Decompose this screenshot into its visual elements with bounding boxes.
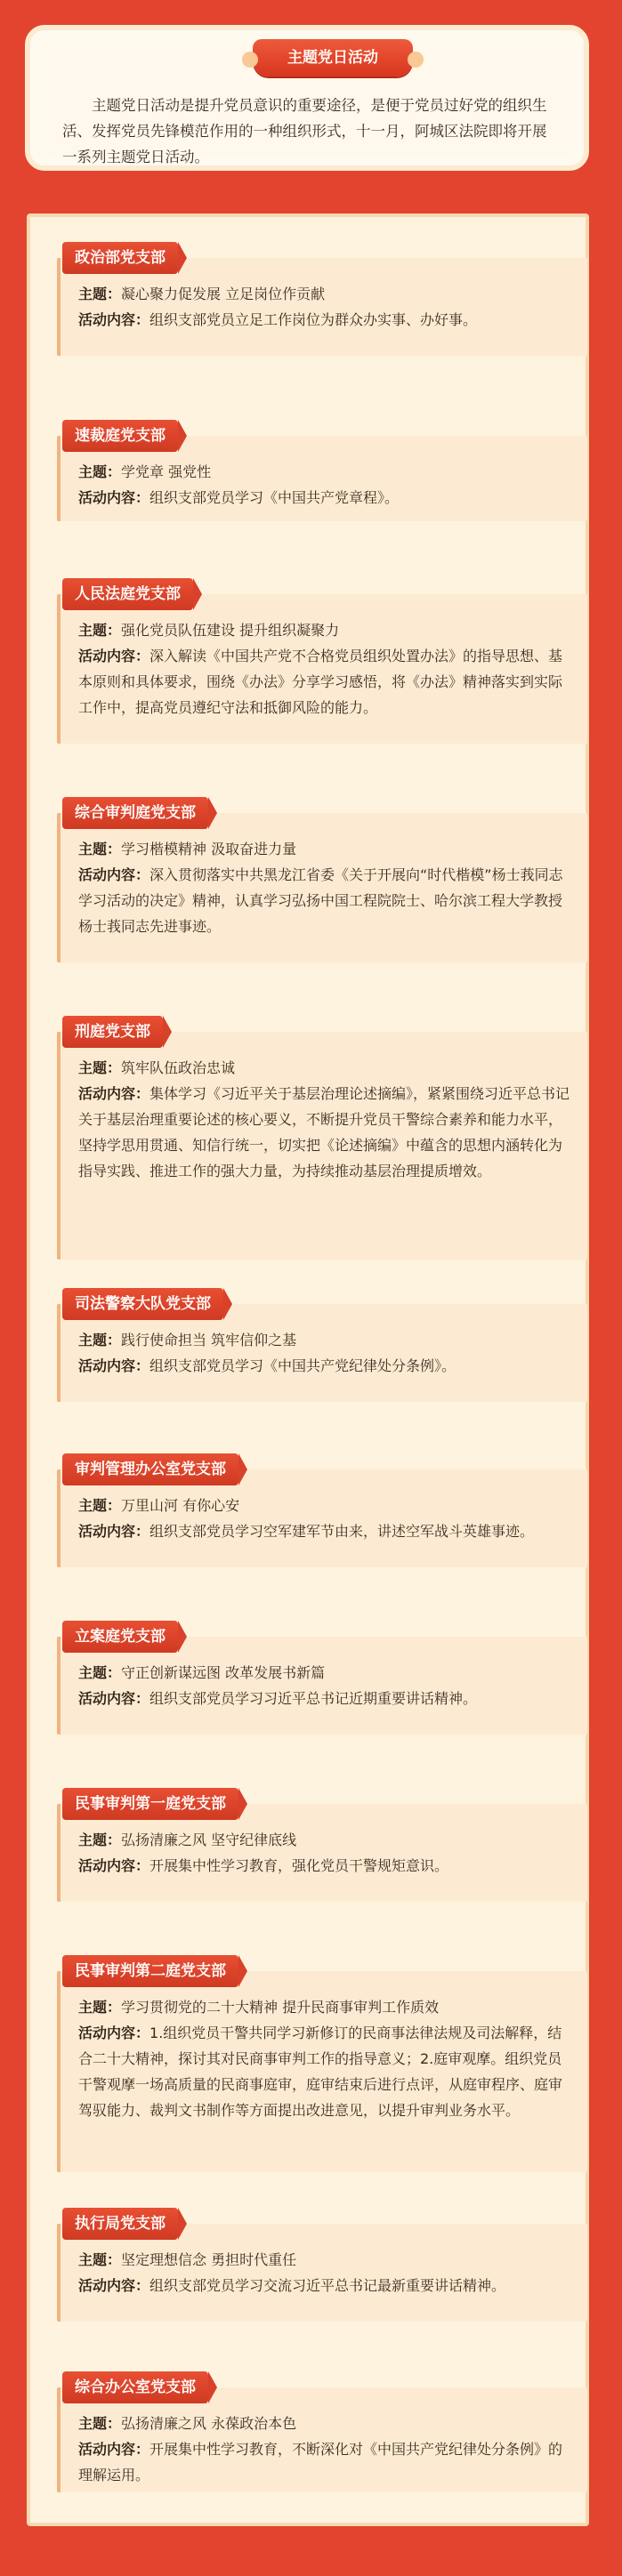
branch-card xyxy=(57,594,587,744)
content-row xyxy=(78,643,573,720)
theme-label: 主题： xyxy=(78,463,122,480)
theme-label: 主题： xyxy=(78,1831,122,1848)
branch-name: 司法警察大队党支部 xyxy=(62,1288,223,1320)
branch-card xyxy=(57,1032,587,1260)
content-text: 集体学习《习近平关于基层治理论述摘编》，紧紧围绕习近平总书记关于基层治理重要论述的核心要义，不断提升党员干警综合素养和能力水平，坚持学思用贯通、知信行统一，切实把《论述摘编》中蕴含的思想内涵转化为指导实践、推进工作的强大力量，为持续推动基层治理提质增效。 xyxy=(78,1085,570,1179)
theme-row xyxy=(78,1327,573,1353)
theme-text: 学习贯彻党的二十大精神 提升民商事审判工作质效 xyxy=(121,1999,440,2016)
content-label: 活动内容： xyxy=(78,866,150,883)
theme-text: 凝心聚力促发展 立足岗位作贡献 xyxy=(121,286,326,302)
theme-row xyxy=(78,1493,573,1518)
intro-text: 主题党日活动是提升党员意识的重要途径，是便于党员过好党的组织生活、发挥党员先锋模范作用的一种组织形式，十一月，阿城区法院即将开展一系列主题党日活动。 xyxy=(62,97,547,165)
theme-row xyxy=(78,1994,573,2020)
branch-name: 执行局党支部 xyxy=(62,2208,178,2240)
intro-title: 主题党日活动 xyxy=(287,49,378,67)
branch-name: 政治部党支部 xyxy=(62,242,178,274)
content-row xyxy=(78,862,573,939)
theme-row xyxy=(78,281,573,307)
theme-text: 守正创新谋远图 改革发展书新篇 xyxy=(121,1664,326,1681)
content-row xyxy=(78,1081,573,1184)
branch-name: 民事审判第二庭党支部 xyxy=(62,1955,238,1987)
theme-text: 学党章 强党性 xyxy=(121,463,212,480)
theme-label: 主题： xyxy=(78,622,122,639)
content-label: 活动内容： xyxy=(78,648,150,664)
theme-label: 主题： xyxy=(78,1332,122,1348)
theme-text: 坚定理想信念 勇担时代重任 xyxy=(121,2251,297,2268)
content-label: 活动内容： xyxy=(78,1523,150,1540)
content-row xyxy=(78,485,573,511)
branch-card xyxy=(57,1971,587,2172)
theme-row xyxy=(78,1660,573,1686)
intro-title-badge xyxy=(253,39,413,76)
content-text: 组织支部党员学习《中国共产党纪律处分条例》。 xyxy=(149,1357,456,1374)
content-text: 深入解读《中国共产党不合格党员组织处置办法》的指导思想、基本原则和具体要求，围绕《办法》分享学习感悟，将《办法》精神落实到实际工作中，提高党员遵纪守法和抵御风险的能力。 xyxy=(78,648,563,716)
theme-label: 主题： xyxy=(78,1497,122,1514)
theme-text: 万里山河 有你心安 xyxy=(121,1497,240,1514)
theme-text: 学习楷模精神 汲取奋进力量 xyxy=(121,841,297,857)
content-text: 开展集中性学习教育，不断深化对《中国共产党纪律处分条例》的理解运用。 xyxy=(78,2441,563,2483)
content-label: 活动内容： xyxy=(78,1357,150,1374)
theme-label: 主题： xyxy=(78,2251,122,2268)
content-row xyxy=(78,2436,573,2488)
theme-text: 弘扬清廉之风 坚守纪律底线 xyxy=(121,1831,297,1848)
content-label: 活动内容： xyxy=(78,1690,150,1707)
theme-label: 主题： xyxy=(78,1059,122,1076)
branch-name: 人民法庭党支部 xyxy=(62,578,193,610)
content-text: 组织支部党员学习交流习近平总书记最新重要讲话精神。 xyxy=(149,2277,506,2294)
content-text: 1.组织党员干警共同学习新修订的民商事法律法规及司法解释，结合二十大精神，探讨其对民商事审判工作的指导意义；2.庭审观摩。组织党员干警观摩一场高质量的民商事庭审，庭审结束后进行点评，从庭审程序、庭审驾驭能力、裁判文书制作等方面提出改进意见，以提升审判业务水平。 xyxy=(78,2025,563,2119)
content-label: 活动内容： xyxy=(78,2277,150,2294)
branch-name: 审判管理办公室党支部 xyxy=(62,1453,238,1485)
branch-name: 综合办公室党支部 xyxy=(62,2371,208,2403)
content-label: 活动内容： xyxy=(78,2025,150,2041)
theme-row xyxy=(78,617,573,643)
content-label: 活动内容： xyxy=(78,1857,150,1874)
theme-label: 主题： xyxy=(78,1999,122,2016)
theme-label: 主题： xyxy=(78,1664,122,1681)
theme-text: 强化党员队伍建设 提升组织凝聚力 xyxy=(121,622,340,639)
content-label: 活动内容： xyxy=(78,2441,150,2458)
content-text: 组织支部党员学习《中国共产党章程》。 xyxy=(149,489,400,506)
theme-text: 弘扬清廉之风 永葆政治本色 xyxy=(121,2415,297,2432)
theme-label: 主题： xyxy=(78,286,122,302)
content-row xyxy=(78,1686,573,1711)
theme-row xyxy=(78,2247,573,2273)
content-row xyxy=(78,2020,573,2123)
content-label: 活动内容： xyxy=(78,1085,150,1102)
theme-label: 主题： xyxy=(78,2415,122,2432)
content-row xyxy=(78,307,573,333)
branch-name: 民事审判第一庭党支部 xyxy=(62,1788,238,1820)
theme-row xyxy=(78,1055,573,1081)
badge-ornament-left xyxy=(242,52,258,68)
content-label: 活动内容： xyxy=(78,489,150,506)
content-label: 活动内容： xyxy=(78,311,150,328)
content-text: 组织支部党员学习习近平总书记近期重要讲话精神。 xyxy=(149,1690,478,1707)
content-row xyxy=(78,2273,573,2298)
theme-text: 践行使命担当 筑牢信仰之基 xyxy=(121,1332,297,1348)
content-row xyxy=(78,1353,573,1379)
content-row xyxy=(78,1853,573,1879)
branch-name: 综合审判庭党支部 xyxy=(62,797,208,829)
content-text: 组织支部党员学习空军建军节由来，讲述空军战斗英雄事迹。 xyxy=(149,1523,535,1540)
branch-name: 立案庭党支部 xyxy=(62,1621,178,1653)
theme-row xyxy=(78,459,573,485)
theme-row xyxy=(78,836,573,862)
activities-panel xyxy=(27,213,589,2526)
content-row xyxy=(78,1518,573,1544)
content-text: 开展集中性学习教育，强化党员干警规矩意识。 xyxy=(149,1857,449,1874)
theme-label: 主题： xyxy=(78,841,122,857)
badge-ornament-right xyxy=(408,52,424,68)
branch-name: 刑庭党支部 xyxy=(62,1016,163,1048)
branch-name: 速裁庭党支部 xyxy=(62,420,178,452)
theme-row xyxy=(78,1827,573,1853)
intro-card xyxy=(25,25,589,171)
content-text: 组织支部党员立足工作岗位为群众办实事、办好事。 xyxy=(149,311,478,328)
branch-card xyxy=(57,813,587,962)
theme-text: 筑牢队伍政治忠诚 xyxy=(121,1059,236,1076)
content-text: 深入贯彻落实中共黑龙江省委《关于开展向“时代楷模”杨士莪同志学习活动的决定》精神，认真学习弘扬中国工程院院士、哈尔滨工程大学教授杨士莪同志先进事迹。 xyxy=(78,866,563,935)
theme-row xyxy=(78,2411,573,2436)
